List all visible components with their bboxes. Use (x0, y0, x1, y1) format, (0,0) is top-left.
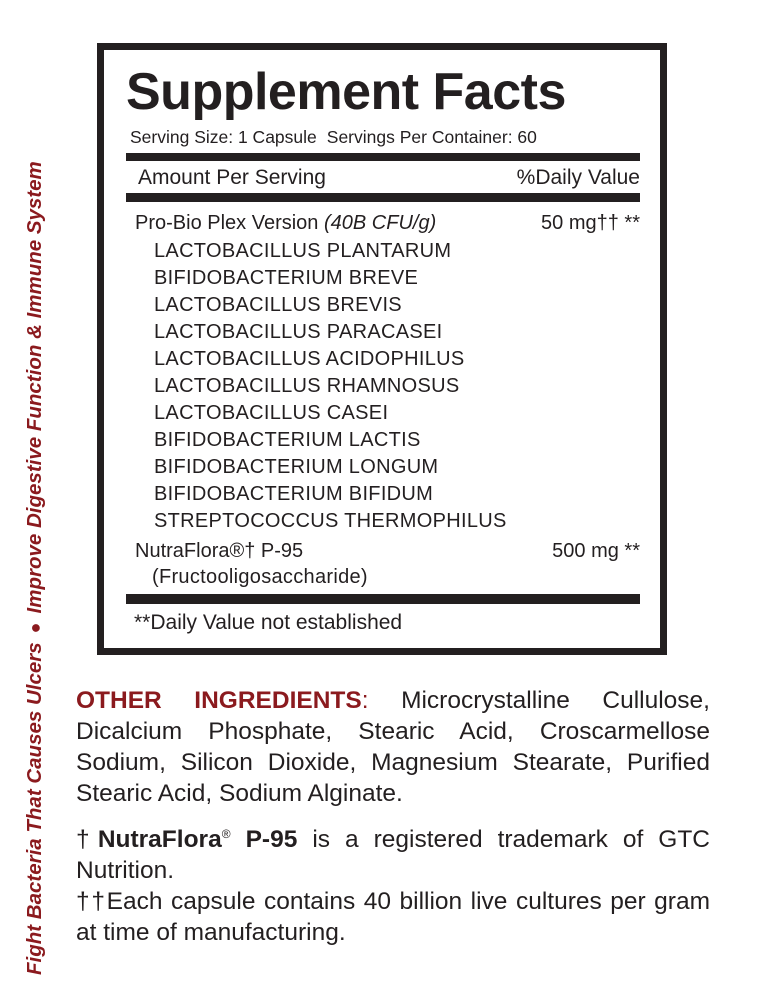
blend-row (135, 210, 640, 236)
nutraflora-amount: 500 mg ** (552, 540, 640, 562)
strain-item: LACTOBACILLUS RHAMNOSUS (154, 375, 460, 397)
serving-info (130, 126, 537, 148)
other-ingredients (76, 685, 710, 809)
divider-rule (126, 193, 640, 202)
amount-per-serving-label: Amount Per Serving (138, 166, 326, 189)
divider-rule (126, 153, 640, 161)
cultures-note: ††Each capsule contains 40 billion live cultures per gram at time of manufacturing. (76, 888, 710, 946)
other-ingredients-label: OTHER INGREDIENTS (76, 687, 362, 714)
other-ingredients-text: Microcrystalline Cullulose, Dicalcium Phosphate, Stearic Acid, Croscarmellose Sodium, Silicon Dioxide, Magnesium Stearate, Purified Stearic Acid, Sodium Alginate. (76, 687, 710, 807)
blend-name: Pro-Bio Plex Version (135, 212, 319, 234)
nutraflora-name: NutraFlora®† P-95 (135, 540, 304, 562)
divider-rule (126, 594, 640, 604)
trademark-brand: NutraFlora (97, 826, 222, 854)
strain-item: BIFIDOBACTERIUM LONGUM (154, 456, 439, 478)
strain-item: LACTOBACILLUS CASEI (154, 402, 389, 424)
daily-value-header: %Daily Value (516, 166, 640, 189)
strain-item: BIFIDOBACTERIUM BIFIDUM (154, 483, 434, 505)
registered-mark: ® (221, 827, 231, 841)
side-banner (20, 35, 50, 975)
strain-item: BIFIDOBACTERIUM LACTIS (154, 429, 421, 451)
trademark-product: P-95 (245, 826, 298, 854)
supplement-facts-panel (97, 43, 667, 655)
strain-item: BIFIDOBACTERIUM BREVE (154, 267, 419, 289)
bullet-dot-icon: ● (25, 622, 45, 634)
facts-title: Supplement Facts (126, 63, 566, 121)
trademark-text: is a registered trademark of GTC Nutrition. (76, 826, 710, 885)
side-banner-text-1: Fight Bacteria That Causes Ulcers (23, 642, 46, 975)
strain-item: LACTOBACILLUS PARACASEI (154, 321, 443, 343)
amount-header-row (138, 165, 640, 191)
strain-item: STREPTOCOCCUS THERMOPHILUS (154, 510, 507, 532)
daily-value-note: **Daily Value not established (134, 611, 403, 634)
trademark-dagger: † (76, 826, 98, 854)
strain-item: LACTOBACILLUS ACIDOPHILUS (154, 348, 465, 370)
serving-size: Serving Size: 1 Capsule (130, 127, 317, 147)
servings-per-container: Servings Per Container: 60 (326, 127, 537, 147)
blend-amount: 50 mg†† ** (541, 212, 640, 234)
trademark-note (76, 819, 710, 886)
blend-cfu: (40B CFU/g) (323, 212, 437, 234)
nutraflora-row (135, 538, 640, 564)
strain-item: LACTOBACILLUS PLANTARUM (154, 240, 452, 262)
other-ingredients-colon: : (361, 687, 369, 714)
side-banner-text-2: Improve Digestive Function & Immune System (23, 161, 46, 614)
nutraflora-subname: (Fructooligosaccharide) (152, 566, 368, 588)
strain-item: LACTOBACILLUS BREVIS (154, 294, 402, 316)
